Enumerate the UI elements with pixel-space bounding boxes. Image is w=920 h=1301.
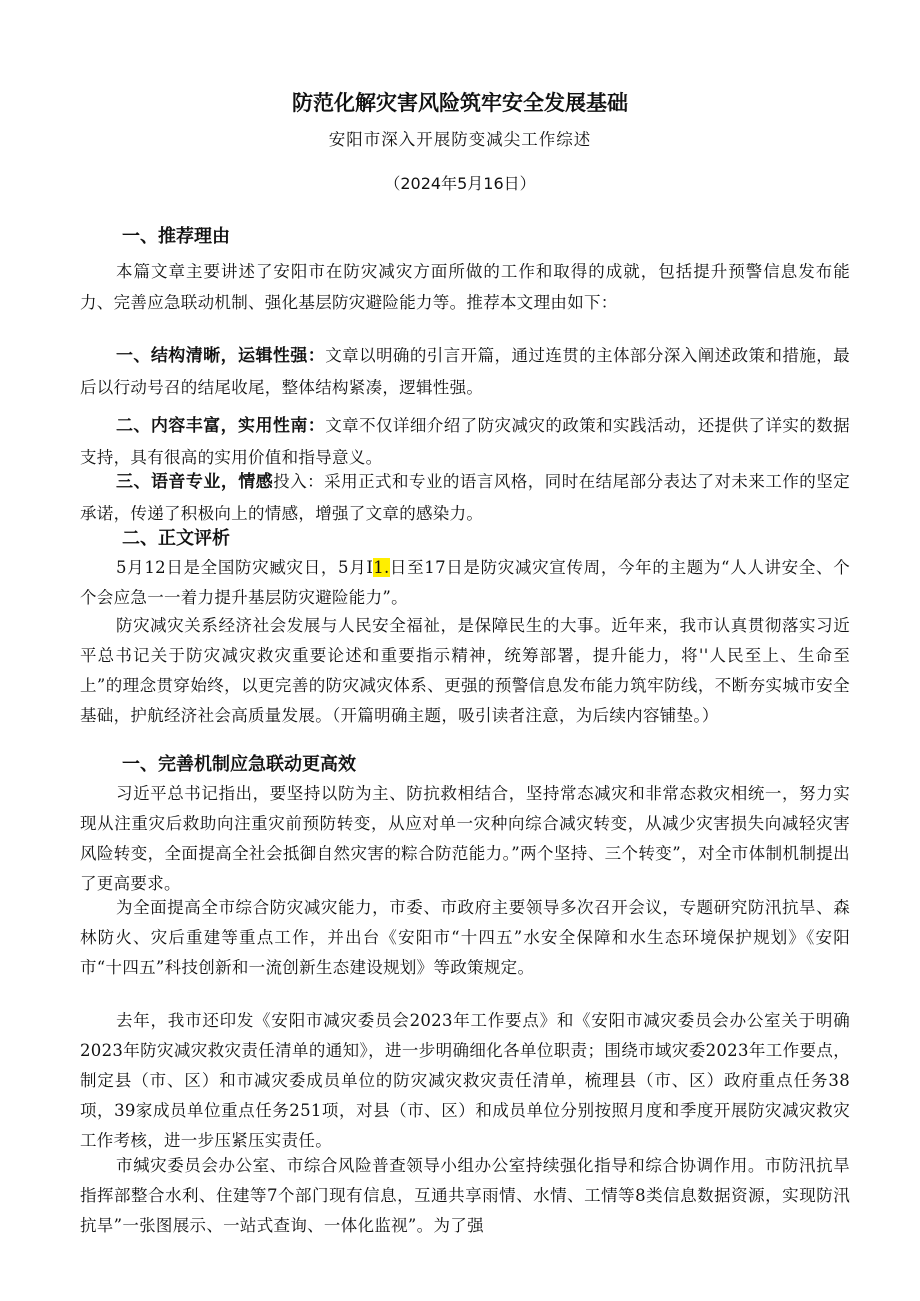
analysis-paragraph-2: 防灾减灾关系经济社会发展与人民安全福祉，是保障民生的大事。近年来，我市认真贯彻落实习近平总书记关于防灾减灾救灾重要论述和重要指示精神，统筹部署，提升能力，将''人民至上、生命至上”的理念贯穿始终，以更完善的防灾减灾体系、更强的预警信息发布能力筑牢防线，不断夯实城市安全基础，护航经济社会高质量发展。（开篇明确主题，吸引读者注意，为后续内容铺垫。） — [80, 616, 850, 725]
analysis-paragraph-1 — [80, 553, 850, 613]
reason-lead: 二、内容丰富，实用性南： — [116, 416, 326, 436]
analysis-paragraph-3: 习近平总书记指出，要坚持以防为主、防抗救相结合，坚持常态减灾和非常态救灾相统一，努力实现从注重灾后救助向注重灾前预防转变，从应对单一灾种向综合减灾转变，从减少灾害损失向减轻灾害风险转变，全面提高全社会抵御自然灾害的粽合防范能力。”两个坚持、三个转变”，对全市体制机制提出了更高要求。 — [80, 784, 850, 893]
analysis-paragraph-4: 为全面提高全市综合防灾减灾能力，市委、市政府主要领导多次召开会议，专题研究防汛抗旱、森林防火、灾后重建等重点工作，并出台《安阳市“十四五”水安全保障和水生态环境保护规划》《安阳市“十四五”科技创新和一流创新生态建设规划》等政策规定。 — [80, 898, 850, 977]
reason-text: 投入：采用正式和专业的语言风格，同时在结尾部分表达了对未来工作的坚定承诺，传递了积极向上的情感，增强了文章的感染力。 — [80, 472, 851, 523]
reason-paragraph — [80, 466, 850, 529]
sub-heading-mechanism: 一、完善机制应急联动更高效 — [122, 754, 356, 775]
section-heading-analysis: 二、正文评析 — [122, 528, 230, 549]
document-date: （2024年5月16日） — [384, 174, 536, 193]
p1-text-after: 日至17日是防灾减灾宣传周，今年的主题为“人人讲安全、个个会应急一一着力提升基层防灾避险能力”。 — [80, 558, 850, 607]
document-title: 防范化解灾害风险筑牢安全发展基础 — [292, 91, 628, 115]
analysis-paragraph-6: 市缄灾委员会办公室、市综合风险普查领导小组办公室持续强化指导和综合协调作用。市防汛抗旱指挥部整合水利、住建等7个部门现有信息，互通共享雨情、水情、工情等8类信息数据资源，实现防汛抗旱”一张图展示、一站式查询、一体化监视”。为了强 — [80, 1156, 850, 1235]
highlighted-text: 1. — [373, 558, 390, 577]
reason-paragraph — [80, 340, 850, 403]
reason-text: 文章以明确的引言开篇，通过连贯的主体部分深入阐述政策和措施，最后以行动号召的结尾收尾，整体结构紧凑，逻辑性强。 — [80, 346, 850, 397]
reason-paragraph — [80, 410, 850, 473]
reason-lead: 三、语音专业，情感 — [116, 472, 274, 492]
document-subtitle: 安阳市深入开展防变减尖工作综述 — [328, 130, 592, 149]
analysis-paragraph-5: 去年，我市还印发《安阳市减灾委员会2023年工作要点》和《安阳市减灾委员会办公室关于明确2023年防灾减灾救灾责任清单的通知》，进一步明确细化各单位职责；围绕市域灾委2023年工作要点，制定县（市、区）和市减灾委成员单位的防灾减灾救灾责任清单，梳理县（市、区）政府重点任务38项，39家成员单位重点任务251项，对县（市、区）和成员单位分别按照月度和季度开展防灾减灾救灾工作考核，进一步压紧压实责任。 — [80, 1011, 850, 1150]
p1-text-before: 5月12日是全国防灾臧灾日，5月I — [116, 558, 374, 577]
reason-text: 文章不仅详细介绍了防灾减灾的政策和实践活动，还提供了详实的数据支持，具有很高的实用价值和指导意义。 — [80, 416, 850, 467]
section-heading-recommendation: 一、推荐理由 — [122, 226, 230, 247]
reason-lead: 一、结构清晰，运辑性强： — [116, 346, 326, 366]
recommendation-intro: 本篇文章主要讲述了安阳市在防灾减灾方面所做的工作和取得的成就，包括提升预警信息发布能力、完善应急联动机制、强化基层防灾避险能力等。推荐本文理由如下： — [80, 262, 850, 312]
